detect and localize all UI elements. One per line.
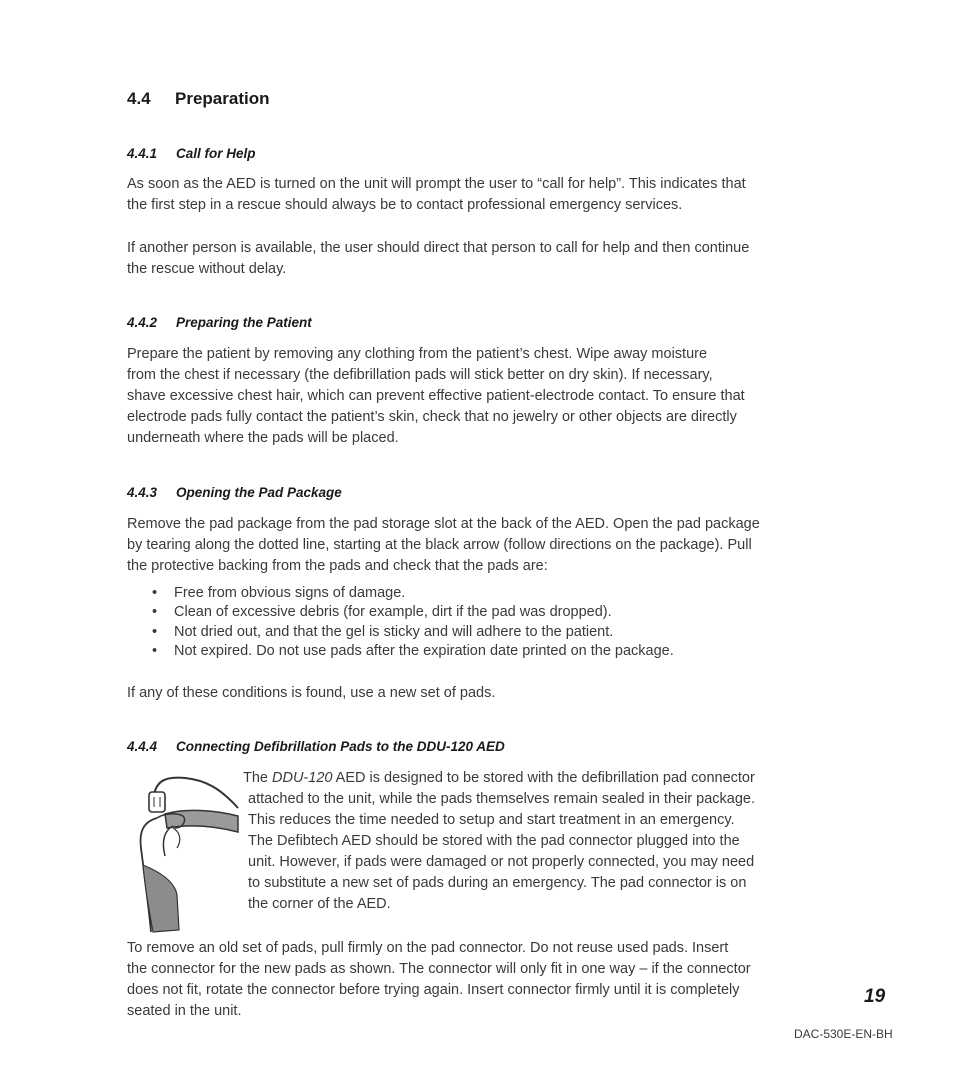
text-line: seated in the unit. — [127, 1003, 242, 1019]
paragraph-remove-pads — [127, 938, 827, 1022]
text-line: the first step in a rescue should always be to contact professional emergency services. — [127, 197, 683, 213]
subsection-number: 4.4.4 — [127, 739, 158, 754]
text-line: underneath where the pads will be placed. — [127, 430, 399, 446]
text-fragment: AED is designed to be stored with the defibrillation pad connector — [332, 770, 755, 786]
bullet-icon: • — [152, 623, 158, 640]
text-line: shave excessive chest hair, which can prevent effective patient-electrode contact. To ensure that — [127, 388, 745, 404]
text-line: To remove an old set of pads, pull firmly on the pad connector. Do not reuse used pads. Insert — [127, 940, 729, 956]
subsection-title: Connecting Defibrillation Pads to the DDU-120 AED — [176, 739, 505, 754]
subsection-title: Opening the Pad Package — [176, 485, 342, 500]
paragraph-preparing-patient — [127, 344, 827, 449]
text-line: the protective backing from the pads and check that the pads are: — [127, 558, 548, 574]
list-item — [152, 584, 674, 603]
text-line: As soon as the AED is turned on the unit will prompt the user to “call for help”. This indicates that — [127, 176, 746, 192]
section-number: 4.4 — [127, 89, 151, 108]
pad-connector-illustration — [135, 770, 240, 935]
text-line: by tearing along the dotted line, starting at the black arrow (follow directions on the package). Pull — [127, 537, 752, 553]
subsection-heading-opening-pad-package — [127, 485, 342, 500]
paragraph-call-for-help-1 — [127, 174, 827, 216]
text-line: If any of these conditions is found, use a new set of pads. — [127, 685, 496, 701]
subsection-title: Call for Help — [176, 146, 256, 161]
connector-description — [243, 768, 755, 915]
bullet-icon: • — [152, 604, 158, 621]
text-line: Prepare the patient by removing any clothing from the patient’s chest. Wipe away moisture — [127, 346, 708, 362]
text-line: the connector for the new pads as shown. The connector will only fit in one way – if the connector — [127, 961, 751, 977]
text-line: unit. However, if pads were damaged or not properly connected, you may need — [248, 854, 755, 870]
text-line: Remove the pad package from the pad storage slot at the back of the AED. Open the pad package — [127, 516, 760, 532]
text-line: the rescue without delay. — [127, 261, 287, 277]
subsection-heading-connecting-pads — [127, 739, 505, 754]
subsection-number: 4.4.2 — [127, 315, 158, 330]
section-heading — [127, 89, 269, 109]
list-item-text: Not dried out, and that the gel is sticky and will adhere to the patient. — [174, 623, 614, 640]
text-line: to substitute a new set of pads during an emergency. The pad connector is on — [248, 875, 747, 891]
model-name: DDU-120 — [272, 770, 333, 786]
list-item — [152, 623, 674, 642]
page-number: 19 — [864, 986, 886, 1007]
subsection-number: 4.4.1 — [127, 146, 158, 161]
text-line: The Defibtech AED should be stored with the pad connector plugged into the — [248, 833, 740, 849]
document-code: DAC-530E-EN-BH — [794, 1027, 893, 1041]
bullet-icon: • — [152, 585, 158, 601]
list-item-text: Clean of excessive debris (for example, dirt if the pad was dropped). — [174, 604, 612, 621]
subsection-title: Preparing the Patient — [176, 315, 312, 330]
list-item-text: Not expired. Do not use pads after the expiration date printed on the package. — [174, 642, 674, 659]
text-line: electrode pads fully contact the patient’s skin, check that no jewelry or other objects are directly — [127, 409, 737, 425]
text-line: does not fit, rotate the connector before trying again. Insert connector firmly until it is completely — [127, 982, 740, 998]
list-item — [152, 603, 674, 622]
bullet-icon: • — [152, 642, 158, 659]
text-line: If another person is available, the user should direct that person to call for help and then continue — [127, 240, 750, 256]
list-item — [152, 642, 674, 661]
text-fragment: The — [243, 770, 273, 786]
text-line — [243, 768, 755, 789]
text-line: from the chest if necessary (the defibrillation pads will stick better on dry skin). If necessary, — [127, 367, 713, 383]
text-line: attached to the unit, while the pads themselves remain sealed in their package. — [248, 791, 755, 807]
paragraph-conditions-found — [127, 683, 827, 704]
list-item-text: Free from obvious signs of damage. — [174, 585, 406, 601]
text-line: This reduces the time needed to setup and start treatment in an emergency. — [248, 812, 735, 828]
text-line: the corner of the AED. — [248, 896, 391, 912]
paragraph-call-for-help-2 — [127, 238, 827, 280]
section-title: Preparation — [175, 89, 270, 108]
pad-check-list — [152, 584, 674, 661]
subsection-heading-preparing-patient — [127, 315, 312, 330]
subsection-heading-call-for-help — [127, 146, 256, 161]
subsection-number: 4.4.3 — [127, 485, 158, 500]
paragraph-opening-pad-package — [127, 514, 827, 577]
